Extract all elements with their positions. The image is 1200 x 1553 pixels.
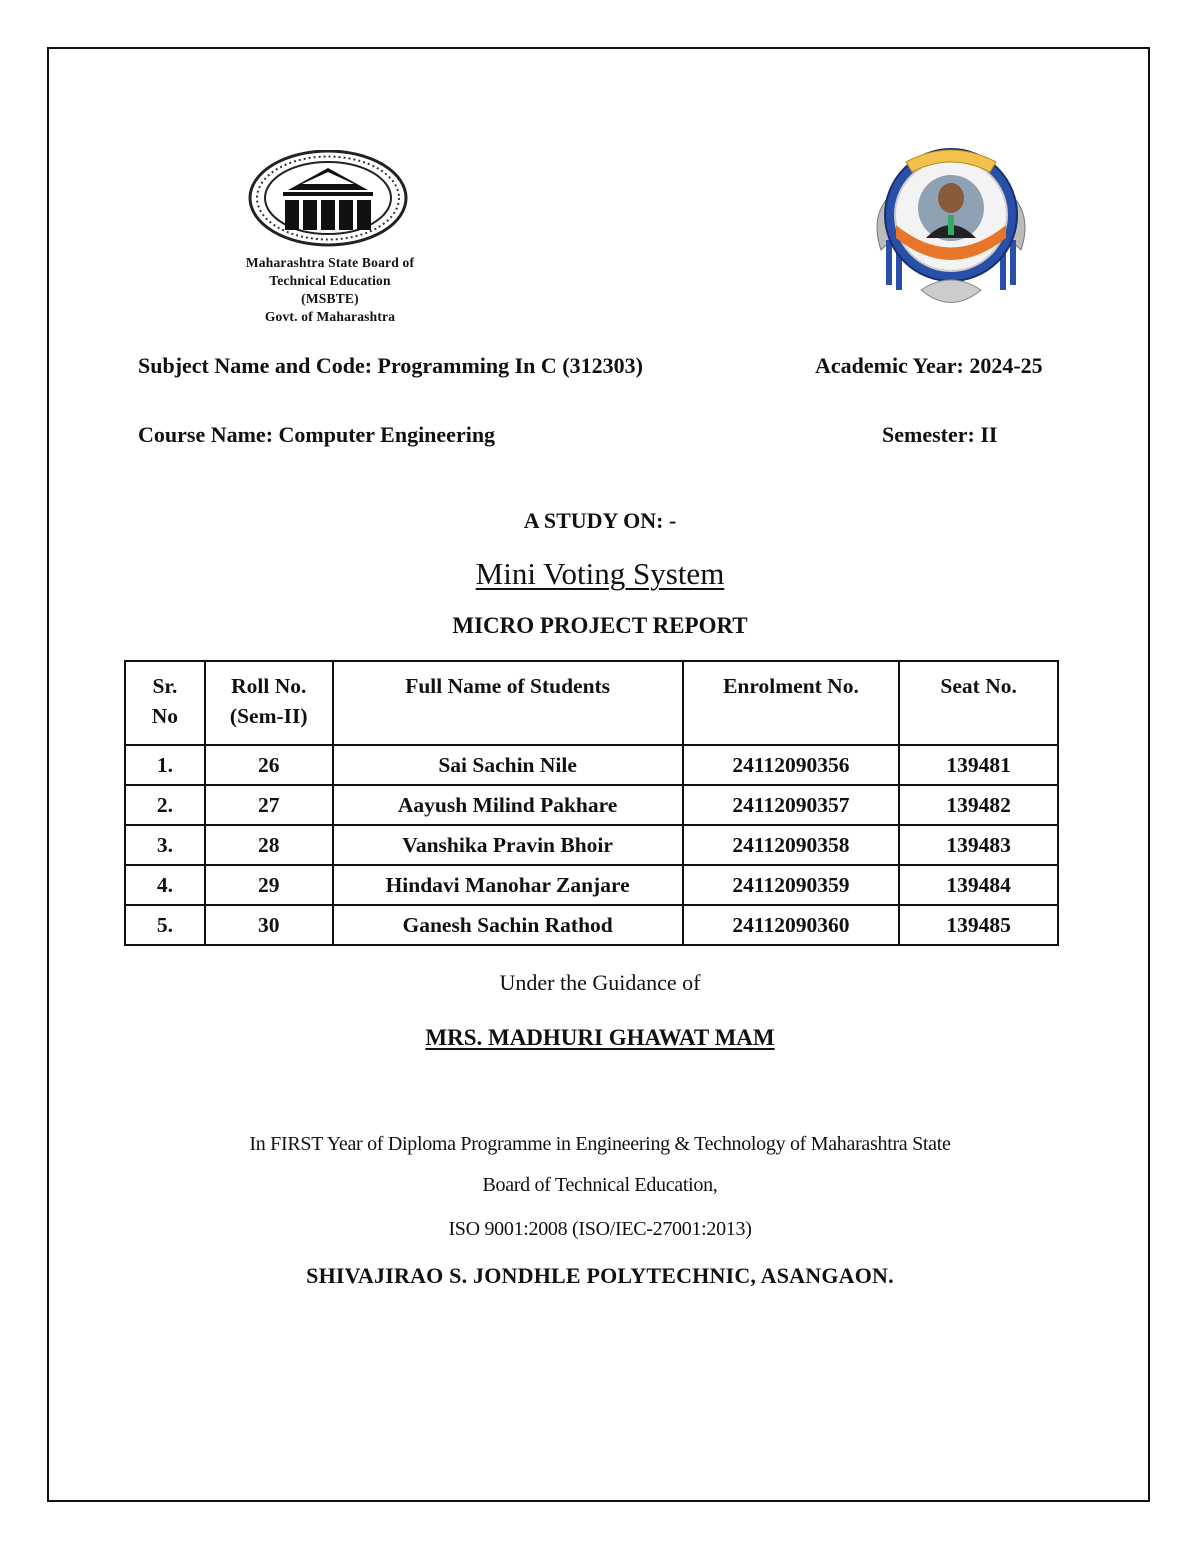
cell-sr: 3.: [125, 825, 205, 865]
students-table: [124, 660, 1059, 946]
cell-seat: 139483: [899, 825, 1058, 865]
cell-name: Sai Sachin Nile: [333, 745, 683, 785]
programme-line: Board of Technical Education,: [482, 1174, 718, 1196]
table-row: [125, 825, 1058, 865]
header-roll-no: [205, 661, 333, 745]
header-text: Roll No.: [231, 674, 307, 698]
logo-text-line: Govt. of Maharashtra: [264, 309, 396, 324]
trust-emblem-icon: [866, 140, 1036, 315]
cell-seat: 139482: [899, 785, 1058, 825]
header-text: Sr.: [152, 674, 178, 698]
table-row: [125, 745, 1058, 785]
header-seat-no: Seat No.: [899, 661, 1058, 745]
cell-sr: 4.: [125, 865, 205, 905]
logo-text-line: Technical Education: [269, 273, 391, 288]
guide-name-text: MRS. MADHURI GHAWAT MAM: [425, 1025, 775, 1050]
subject-name-code: Subject Name and Code: Programming In C (312303): [138, 353, 643, 378]
table-row: [125, 865, 1058, 905]
course-name: Course Name: Computer Engineering: [138, 422, 496, 447]
cell-enrolment: 24112090358: [683, 825, 900, 865]
cell-enrolment: 24112090357: [683, 785, 900, 825]
cell-roll: 27: [205, 785, 333, 825]
study-label: A STUDY ON: -: [523, 508, 677, 533]
cell-sr: 5.: [125, 905, 205, 945]
cell-seat: 139481: [899, 745, 1058, 785]
programme-line: In FIRST Year of Diploma Programme in Engineering & Technology of Maharashtra State: [249, 1133, 951, 1155]
table-row: [125, 905, 1058, 945]
cell-enrolment: 24112090356: [683, 745, 900, 785]
cell-enrolment: 24112090360: [683, 905, 900, 945]
project-title: [0, 556, 1200, 592]
cell-name: Aayush Milind Pakhare: [333, 785, 683, 825]
guide-name: [0, 1025, 1200, 1051]
cell-sr: 2.: [125, 785, 205, 825]
institute-name: SHIVAJIRAO S. JONDHLE POLYTECHNIC, ASANGAON.: [306, 1263, 894, 1288]
header-text: (Sem-II): [229, 704, 308, 728]
trust-emblem-logo: [866, 140, 1036, 315]
header-text: No: [151, 704, 179, 728]
header-enrolment-no: Enrolment No.: [683, 661, 900, 745]
cell-roll: 29: [205, 865, 333, 905]
cell-seat: 139485: [899, 905, 1058, 945]
guidance-label: Under the Guidance of: [499, 970, 701, 995]
cell-seat: 139484: [899, 865, 1058, 905]
cell-name: Hindavi Manohar Zanjare: [333, 865, 683, 905]
msbte-logo: [200, 150, 460, 330]
cell-roll: 26: [205, 745, 333, 785]
cell-roll: 30: [205, 905, 333, 945]
report-title: MICRO PROJECT REPORT: [452, 613, 748, 638]
semester: Semester: II: [882, 422, 998, 447]
table-row: [125, 785, 1058, 825]
academic-year: Academic Year: 2024-25: [815, 353, 1043, 378]
cell-sr: 1.: [125, 745, 205, 785]
logo-text-line: (MSBTE): [301, 291, 359, 306]
iso-line: ISO 9001:2008 (ISO/IEC-27001:2013): [448, 1218, 752, 1240]
header-full-name: Full Name of Students: [333, 661, 683, 745]
header-sr-no: [125, 661, 205, 745]
cell-name: Vanshika Pravin Bhoir: [333, 825, 683, 865]
cell-roll: 28: [205, 825, 333, 865]
cell-name: Ganesh Sachin Rathod: [333, 905, 683, 945]
table-header-row: [125, 661, 1058, 745]
msbte-logo-text: [200, 254, 460, 326]
project-title-text: Mini Voting System: [475, 556, 725, 591]
msbte-seal-icon: [248, 150, 408, 250]
logo-text-line: Maharashtra State Board of: [245, 255, 415, 270]
cell-enrolment: 24112090359: [683, 865, 900, 905]
